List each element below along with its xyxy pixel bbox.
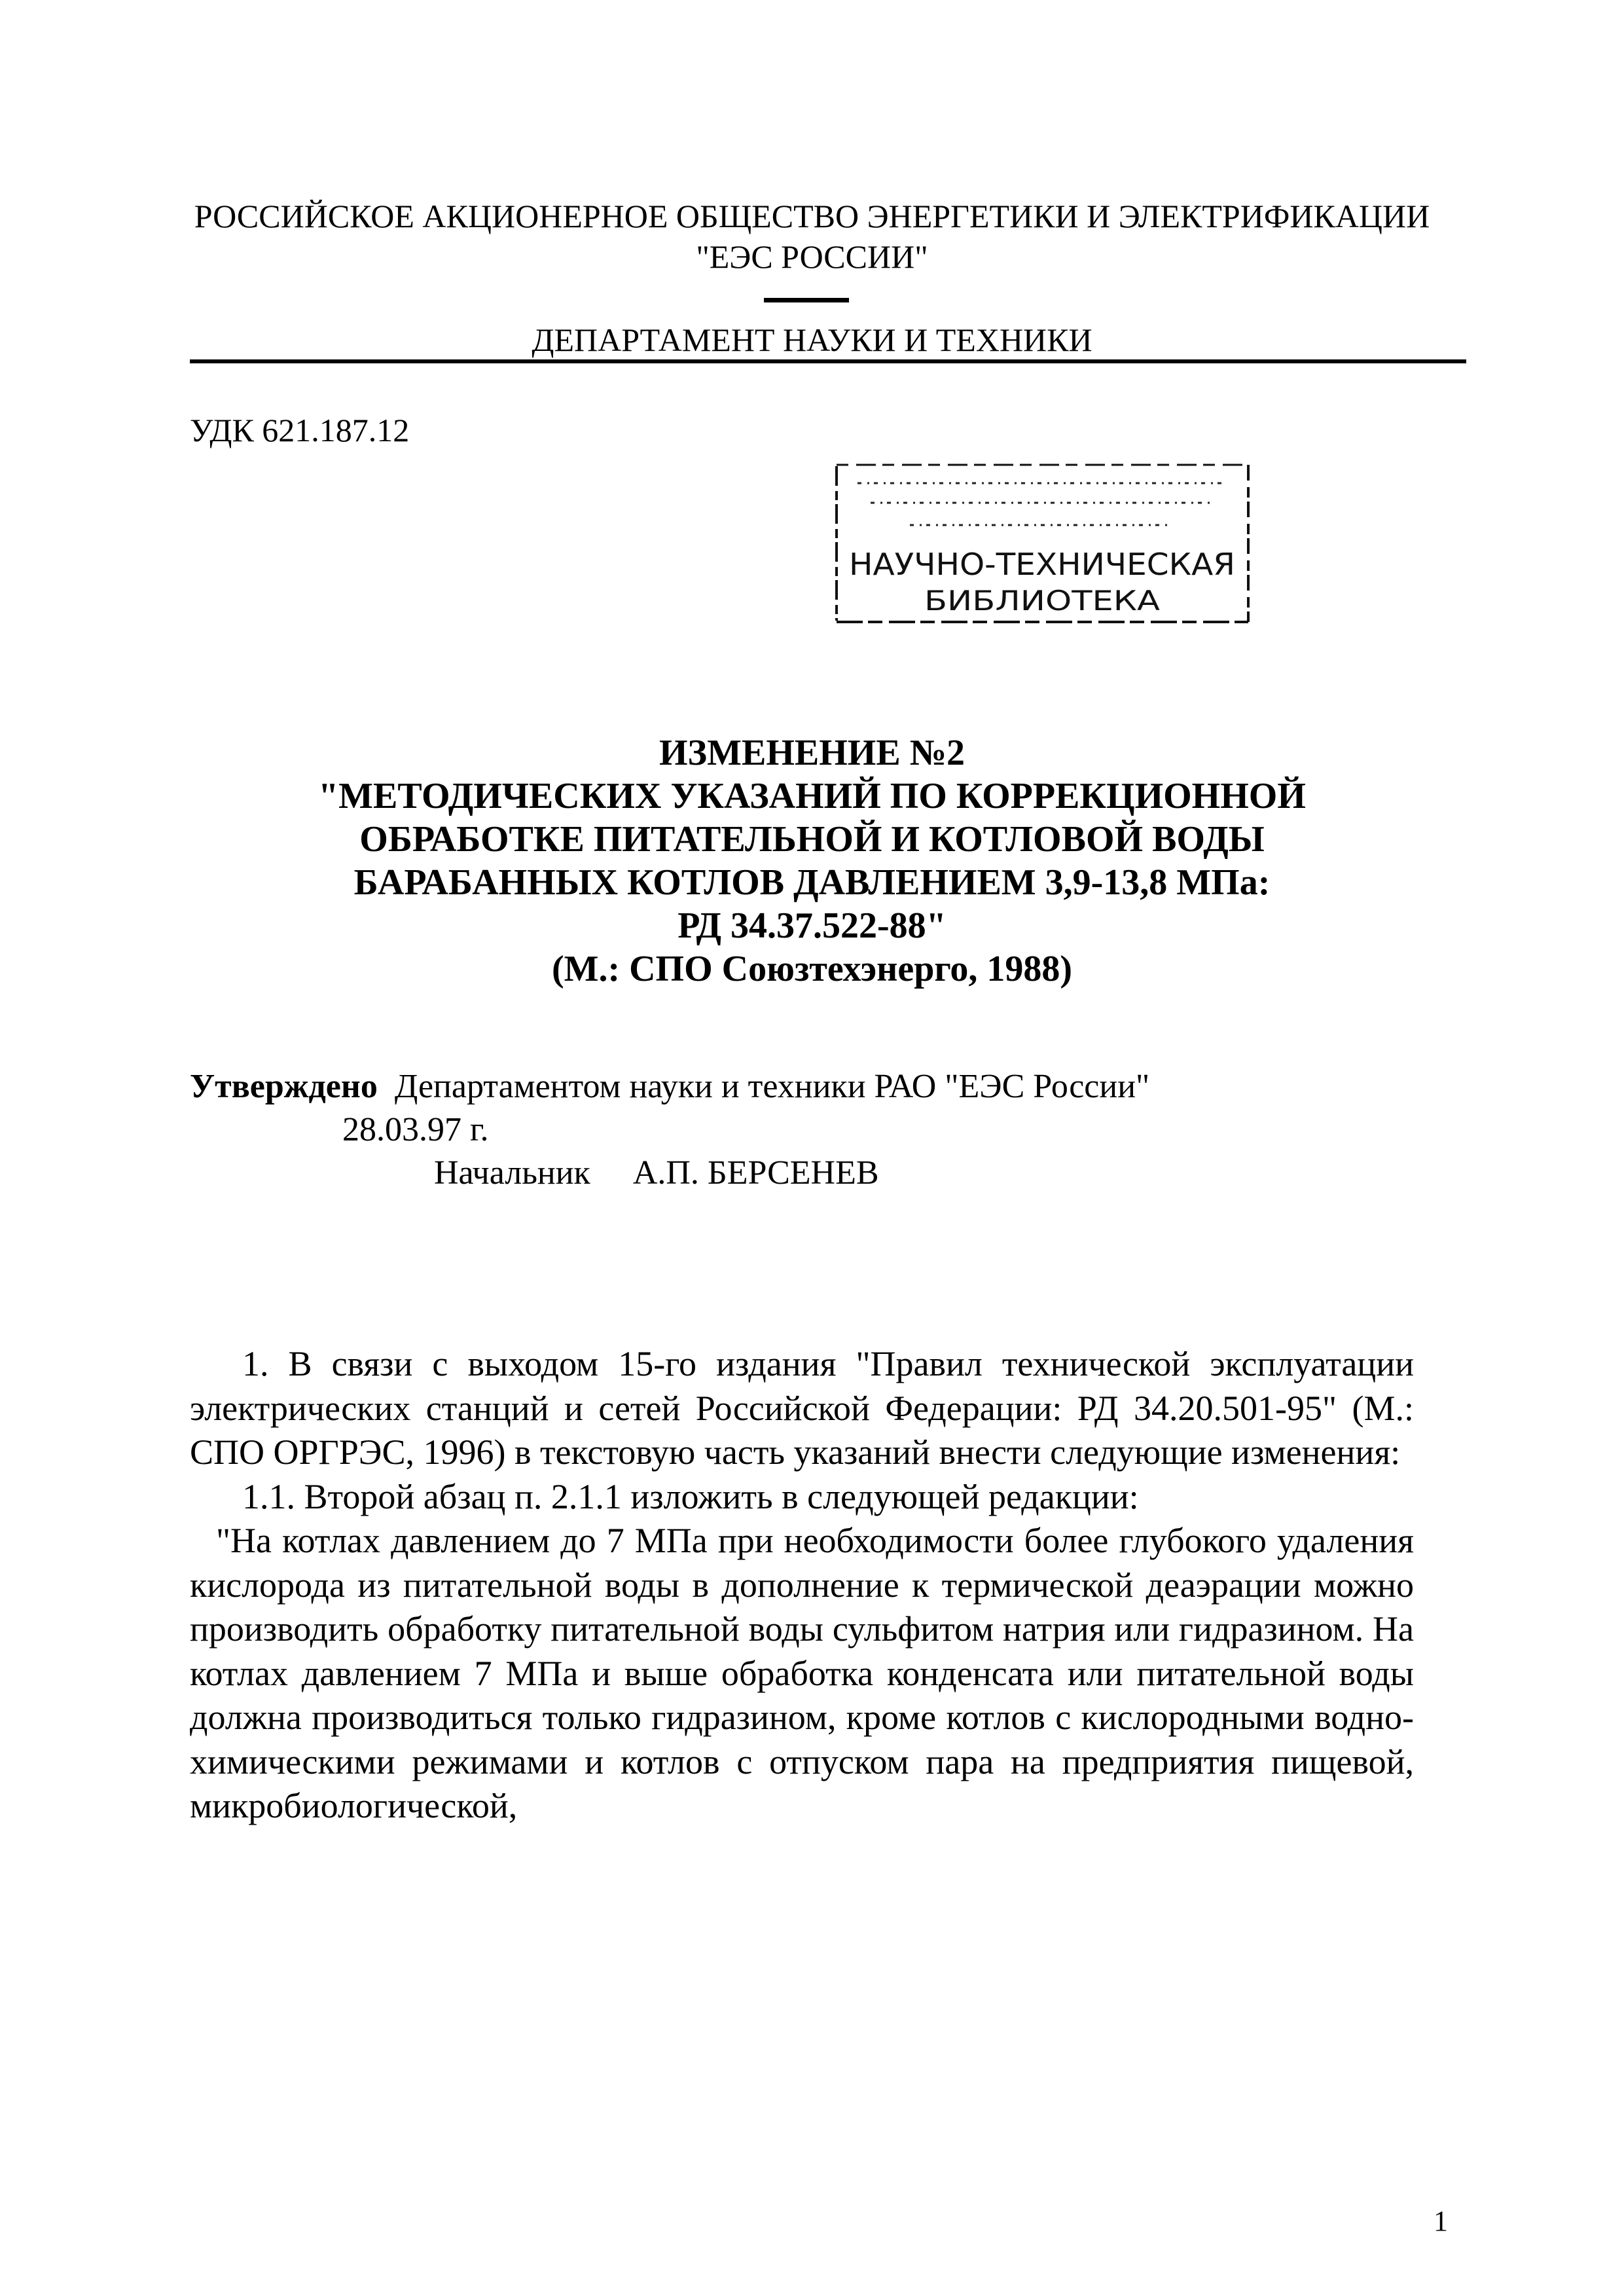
title-change-number: ИЗМЕНЕНИЕ №2 bbox=[659, 733, 965, 773]
title-line: ОБРАБОТКЕ ПИТАТЕЛЬНОЙ И КОТЛОВОЙ ВОДЫ bbox=[359, 819, 1265, 860]
approval-position: Начальник bbox=[434, 1154, 590, 1192]
organization-name: РОССИЙСКОЕ АКЦИОНЕРНОЕ ОБЩЕСТВО ЭНЕРГЕТИКИ И ЭЛЕКТРИФИКАЦИИ bbox=[194, 198, 1430, 234]
library-stamp bbox=[831, 458, 1254, 629]
paragraph-1-1: 1.1. Второй абзац п. 2.1.1 изложить в следующей редакции: bbox=[242, 1476, 1139, 1516]
document-title bbox=[0, 731, 1624, 991]
udk-code: УДК 621.187.12 bbox=[190, 412, 410, 448]
approval-line bbox=[190, 1066, 1149, 1108]
stamp-line-library-type: НАУЧНО-ТЕХНИЧЕСКАЯ bbox=[849, 547, 1235, 582]
approval-date: 28.03.97 г. bbox=[342, 1111, 489, 1148]
approval-name: А.П. БЕРСЕНЕВ bbox=[632, 1154, 879, 1192]
paragraph-quote: "На котлах давлением до 7 МПа при необходимости более глубокого удаления кислорода из питательной воды в дополнение к термической деаэрации можно производить обработку питательной воды сульфитом натрия или гидразином. На котлах давлением 7 МПа и выше обработка конденсата или питательной воды должна производиться только гидразином, кроме котлов с кислородными водно-химическими режимами и котлов с отпуском пара на предприятия пищевой, микробиологической, bbox=[190, 1521, 1414, 1825]
stamp-line-library: БИБЛИОТЕКА bbox=[924, 585, 1161, 617]
paragraph-1: 1. В связи с выходом 15-го издания "Правил технической эксплуатации электрических станций и сетей Российской Федерации: РД 34.20.501-95" (М.: СПО ОРГРЭС, 1996) в текстовую часть указаний внести следующие изменения: bbox=[190, 1344, 1414, 1472]
title-publisher: (М.: СПО Союзтехэнерго, 1988) bbox=[551, 949, 1073, 989]
body-text bbox=[190, 1342, 1414, 1829]
title-document-code: РД 34.37.522-88" bbox=[677, 905, 947, 946]
approval-signatory bbox=[434, 1152, 879, 1194]
title-line: БАРАБАННЫХ КОТЛОВ ДАВЛЕНИЕМ 3,9-13,8 МПа: bbox=[353, 862, 1271, 903]
page-number: 1 bbox=[1434, 2205, 1448, 2237]
header-short-divider bbox=[764, 298, 849, 302]
approval-authority: Департаментом науки и техники РАО "ЕЭС России" bbox=[394, 1068, 1150, 1105]
department-name: ДЕПАРТАМЕНТ НАУКИ И ТЕХНИКИ bbox=[532, 321, 1092, 358]
approval-label: Утверждено bbox=[190, 1068, 378, 1105]
title-line: "МЕТОДИЧЕСКИХ УКАЗАНИЙ ПО КОРРЕКЦИОННОЙ bbox=[318, 776, 1306, 816]
header-divider bbox=[190, 359, 1466, 363]
organization-short-name: "ЕЭС РОССИИ" bbox=[696, 238, 928, 275]
